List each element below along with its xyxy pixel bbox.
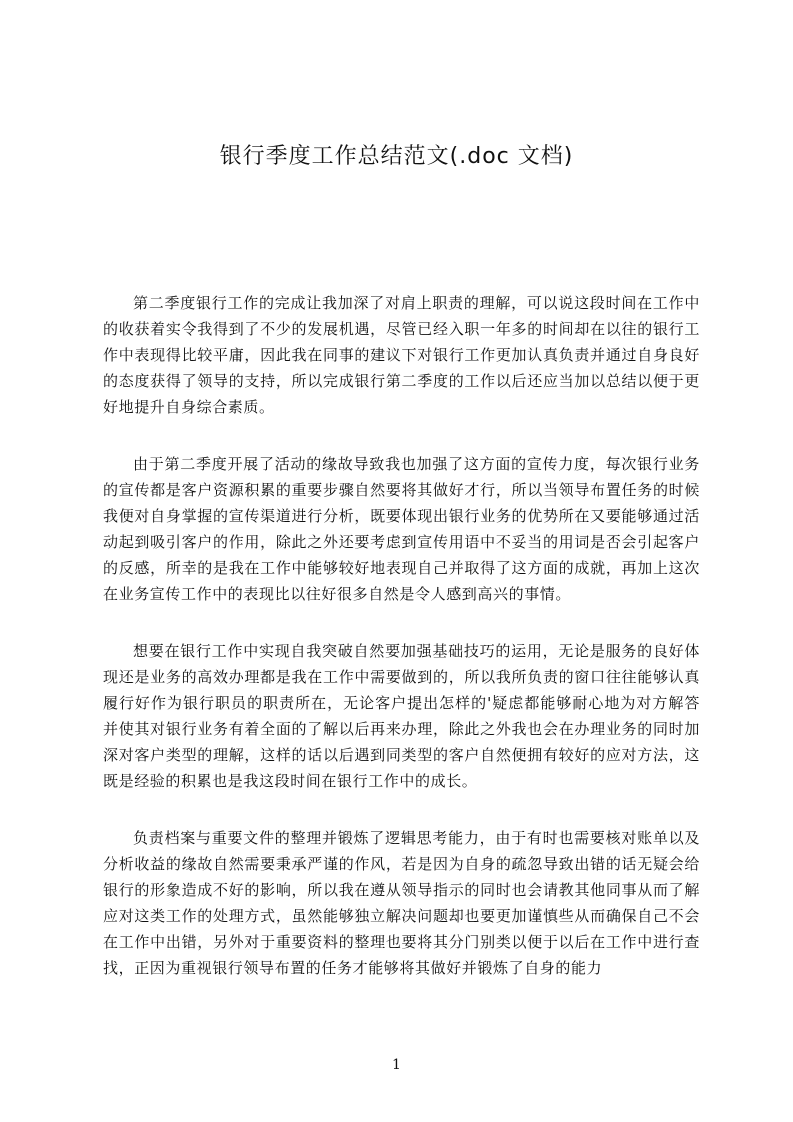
document-body (103, 290, 700, 1012)
paragraph-3: 想要在银行工作中实现自我突破自然要加强基础技巧的运用，无论是服务的良好体现还是业务的高效办理都是我在工作中需要做到的，所以我所负责的窗口往往能够认真履行好作为银行职员的职责所在，无论客户提出怎样的'疑虑都能够耐心地为对方解答并使其对银行业务有着全面的了解以后再来办理，除此之外我也会在办理业务的同时加深对客户类型的理解，这样的话以后遇到同类型的客户自然便拥有较好的应对方法，这既是经验的积累也是我这段时间在银行工作中的成长。 (103, 642, 700, 790)
paragraph-4: 负责档案与重要文件的整理并锻炼了逻辑思考能力，由于有时也需要核对账单以及分析收益的缘故自然需要秉承严谨的作风，若是因为自身的疏忽导致出错的话无疑会给银行的形象造成不好的影响，所以我在遵从领导指示的同时也会请教其他同事从而了解应对这类工作的处理方式，虽然能够独立解决问题却也要更加谨慎些从而确保自己不会在工作中出错，另外对于重要资料的整理也要将其分门别类以便于以后在工作中进行查找，正因为重视银行领导布置的任务才能够将其做好并锻炼了自身的能力 (103, 829, 700, 977)
page-number: 1 (392, 1057, 401, 1073)
paragraph-2: 由于第二季度开展了活动的缘故导致我也加强了这方面的宣传力度，每次银行业务的宣传都是客户资源积累的重要步骤自然要将其做好才行，所以当领导布置任务的时候我便对自身掌握的宣传渠道进行分析，既要体现出银行业务的优势所在又要能够通过活动起到吸引客户的作用，除此之外还要考虑到宣传用语中不妥当的用词是否会引起客户的反感，所幸的是我在工作中能够较好地表现自己并取得了这方面的成就，再加上这次在业务宣传工作中的表现比以往好很多自然是令人感到高兴的事情。 (103, 455, 700, 603)
paragraph-1: 第二季度银行工作的完成让我加深了对肩上职责的理解，可以说这段时间在工作中的收获着实令我得到了不少的发展机遇，尽管已经入职一年多的时间却在以往的银行工作中表现得比较平庸，因此我在同事的建议下对银行工作更加认真负责并通过自身良好的态度获得了领导的支持，所以完成银行第二季度的工作以后还应当加以总结以便于更好地提升自身综合素质。 (103, 294, 700, 416)
document-title: 银行季度工作总结范文(.doc 文档) (219, 144, 574, 169)
